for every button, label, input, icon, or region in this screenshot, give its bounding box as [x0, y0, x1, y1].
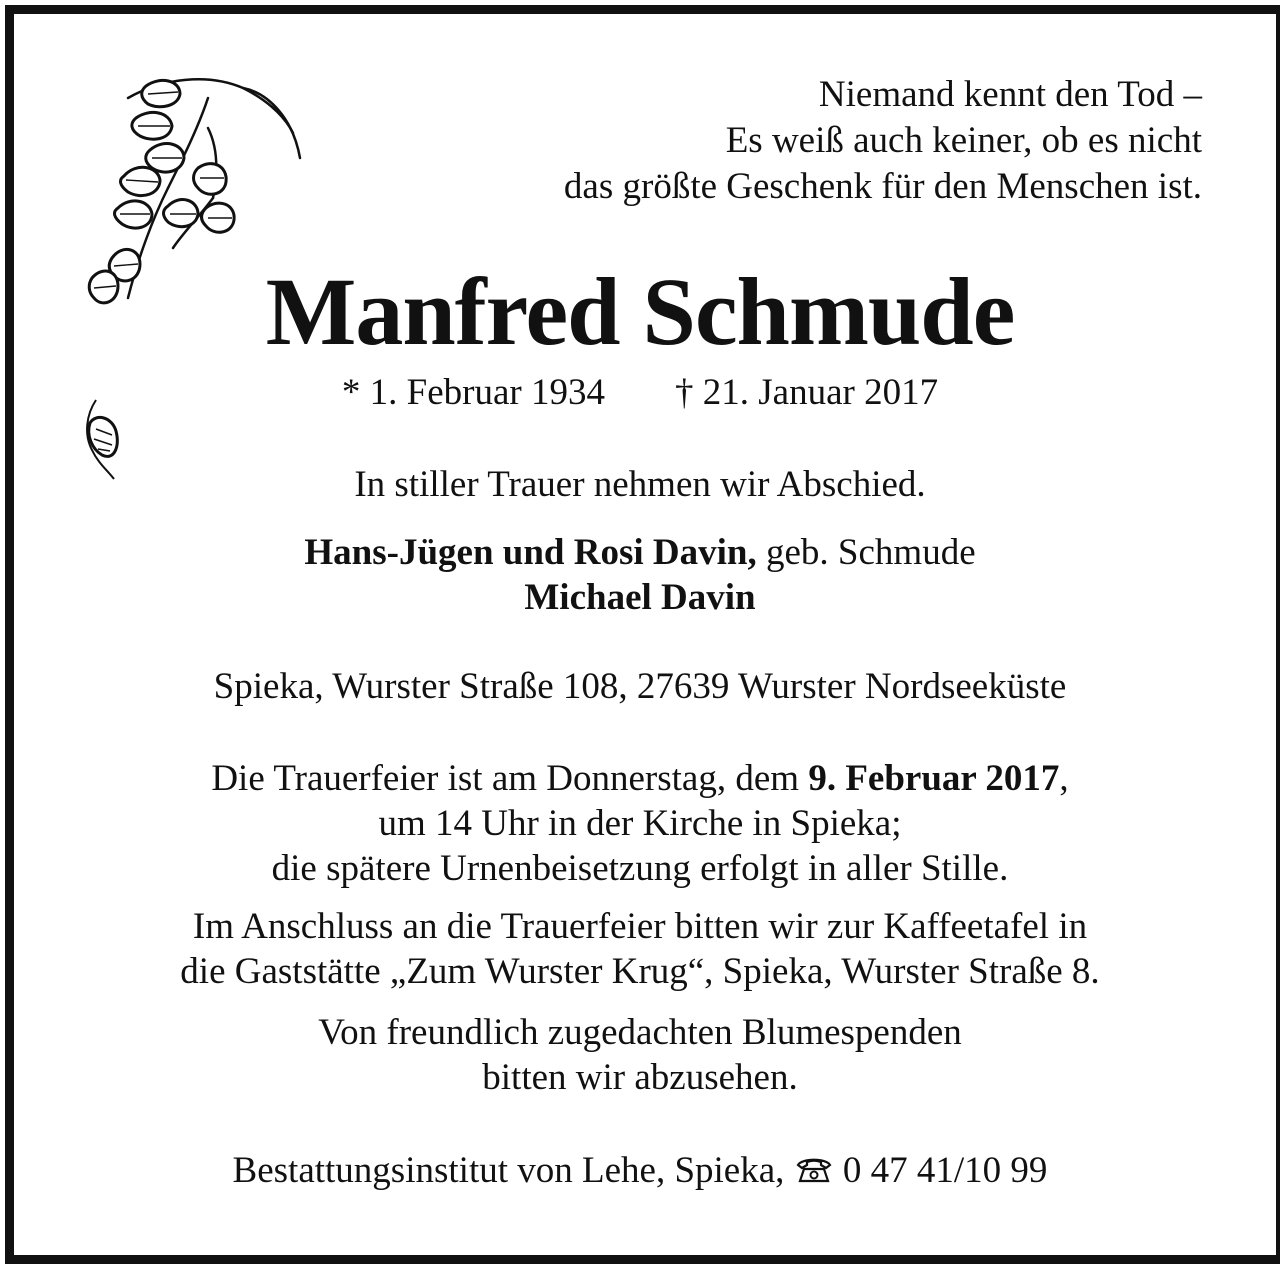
reception-line-1: Im Anschluss an die Trauerfeier bitten wir zur Kaffeetafel in: [192, 906, 1088, 947]
life-dates: [0, 370, 1280, 416]
memorial-quote: [564, 72, 1202, 210]
ceremony-line-3: die spätere Urnenbeisetzung erfolgt in aller Stille.: [271, 848, 1009, 889]
mourner-address: Spieka, Wurster Straße 108, 27639 Wurster Nordseeküste: [213, 666, 1067, 707]
ceremony-date: 9. Februar 2017: [808, 758, 1060, 799]
funeral-home-phone: 0 47 41/10 99: [842, 1150, 1048, 1191]
death-date: † 21. Januar 2017: [675, 372, 939, 413]
mourner-maiden-name: geb. Schmude: [756, 532, 976, 573]
ceremony-info: [0, 756, 1280, 891]
mourners-block: [0, 530, 1280, 620]
farewell-text: In stiller Trauer nehmen wir Abschied.: [354, 464, 926, 505]
birth-date: * 1. Februar 1934: [341, 372, 605, 413]
deceased-name: Manfred Schmude: [265, 258, 1015, 365]
quote-line-3: das größte Geschenk für den Menschen ist.: [563, 166, 1202, 207]
ceremony-line-1: Die Trauerfeier ist am Donnerstag, dem: [211, 758, 809, 799]
quote-line-2: Es weiß auch keiner, ob es nicht: [725, 120, 1202, 161]
funeral-home-info: [0, 1148, 1280, 1193]
flowers-note: [0, 1010, 1280, 1100]
telephone-icon: [794, 1151, 834, 1181]
quote-line-1: Niemand kennt den Tod –: [818, 74, 1202, 115]
reception-info: [0, 904, 1280, 994]
mourner-names: Hans-Jügen und Rosi Davin,: [304, 532, 757, 573]
ceremony-comma: ,: [1059, 758, 1069, 799]
flowers-line-1: Von freundlich zugedachten Blumespenden: [318, 1012, 962, 1053]
reception-line-2: die Gaststätte „Zum Wurster Krug“, Spieka, Wurster Straße 8.: [180, 951, 1100, 992]
funeral-home-name: Bestattungsinstitut von Lehe, Spieka,: [232, 1150, 794, 1191]
mourner-second: Michael Davin: [524, 577, 756, 618]
flowers-line-2: bitten wir abzusehen.: [482, 1057, 798, 1098]
ceremony-line-2: um 14 Uhr in der Kirche in Spieka;: [378, 803, 902, 844]
